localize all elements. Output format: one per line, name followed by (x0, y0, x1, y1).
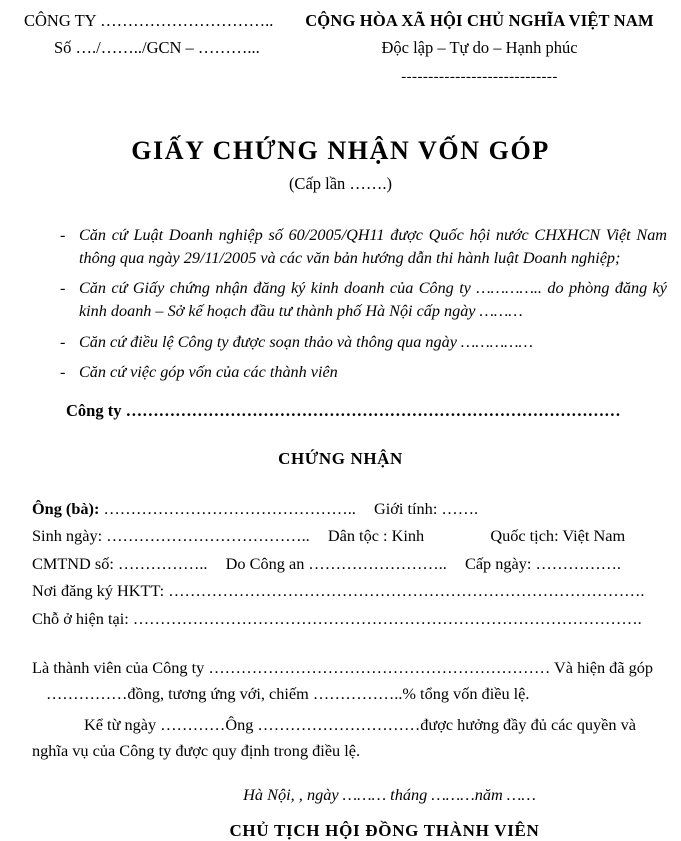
permanent-address-dots: ……………………………………………………………………………. (168, 581, 645, 601)
document-header (0, 0, 681, 85)
ethnicity-value: Dân tộc : Kinh (327, 526, 425, 546)
signature-role-title: CHỦ TỊCH HỘI ĐỒNG THÀNH VIÊN (229, 820, 540, 840)
legal-basis-list (0, 224, 681, 384)
detail-row-permanent-address (32, 577, 669, 604)
idcard-issuer-dots: …………………….. (308, 553, 447, 573)
title-block (0, 137, 681, 194)
bullet-dash-icon: - (60, 363, 66, 382)
legal-basis-text: Căn cứ việc góp vốn của các thành viên (79, 363, 338, 382)
name-dots: ……………………………………….. (103, 499, 356, 519)
bullet-dash-icon: - (60, 332, 66, 351)
header-company-block (18, 8, 290, 61)
rights-line-1: Kể từ ngày …………Ông …………………………được hưởng đầy đủ các quyền và (84, 714, 636, 734)
member-details-block (0, 495, 681, 632)
birthdate-label: Sinh ngày: (32, 526, 103, 546)
current-address-dots: …………………………………………………………………………………. (132, 608, 642, 628)
national-title: CỘNG HÒA XÃ HỘI CHỦ NGHĨA VIỆT NAM (305, 11, 654, 30)
page-subtitle: (Cấp lần …….) (288, 174, 393, 194)
detail-row-birthdate (32, 522, 669, 549)
signature-block (0, 785, 681, 841)
list-item (60, 361, 667, 384)
gender-label: Giới tính: (374, 499, 438, 519)
membership-line-2: ……………đồng, tương ứng với, chiếm ……………..% tổng vốn điều lệ. (46, 684, 530, 704)
idcard-label: CMTND số: (32, 553, 114, 573)
header-national-block (290, 8, 669, 85)
idcard-date-dots: ……………. (535, 553, 621, 573)
header-divider-dashes: ----------------------------- (401, 69, 558, 86)
company-fill-line: Công ty ……………………………………………………………………………… (66, 401, 621, 421)
signature-date-line: Hà Nội, , ngày ……… tháng ………năm …… (243, 784, 536, 804)
list-item (60, 277, 667, 322)
bullet-dash-icon: - (60, 226, 66, 245)
legal-basis-text: Căn cứ điều lệ Công ty được soạn thảo và thông qua ngày …………… (79, 332, 533, 351)
legal-basis-text: Căn cứ Luật Doanh nghiệp số 60/2005/QH11 được Quốc hội nước CHXHCN Việt Nam thông qua ngày 29/11/2005 và các văn bản hướng dẫn thi hành luật Doanh nghiệp; (79, 226, 667, 267)
document-number-field: Số …./……../GCN – ………... (54, 37, 260, 57)
idcard-dots: …………….. (117, 553, 208, 573)
permanent-address-label: Nơi đăng ký HKTT: (32, 581, 165, 601)
page-title: GIẤY CHỨNG NHẬN VỐN GÓP (131, 136, 550, 166)
current-address-label: Chỗ ở hiện tại: (32, 608, 129, 628)
detail-row-name (32, 495, 669, 522)
detail-row-current-address (32, 605, 669, 632)
company-name-field: CÔNG TY ………………………….. (24, 11, 274, 30)
list-item (60, 224, 667, 269)
idcard-issuer-label: Do Công an (225, 553, 305, 573)
nationality-value: Quốc tịch: Việt Nam (490, 526, 626, 546)
gender-dots: ……. (441, 499, 479, 519)
bullet-dash-icon: - (60, 279, 66, 298)
certify-heading: CHỨNG NHẬN (278, 449, 403, 469)
legal-basis-text: Căn cứ Giấy chứng nhận đăng ký kinh doanh của Công ty ………….. do phòng đăng ký kinh doanh – Sở kế hoạch đầu tư thành phố Hà Nội cấp ngày ……… (79, 279, 667, 321)
contribution-block (0, 655, 681, 765)
name-label: Ông (bà): (32, 499, 100, 519)
list-item (60, 331, 667, 354)
membership-line-1: Là thành viên của Công ty ……………………………………………………… Và hiện đã góp (32, 657, 654, 677)
rights-line-2: nghĩa vụ của Công ty được quy định trong điều lệ. (32, 741, 361, 761)
idcard-date-label: Cấp ngày: (464, 553, 532, 573)
national-motto: Độc lập – Tự do – Hạnh phúc (381, 37, 578, 57)
birthdate-dots: ……………………………….. (106, 526, 310, 546)
detail-row-idcard (32, 550, 669, 577)
